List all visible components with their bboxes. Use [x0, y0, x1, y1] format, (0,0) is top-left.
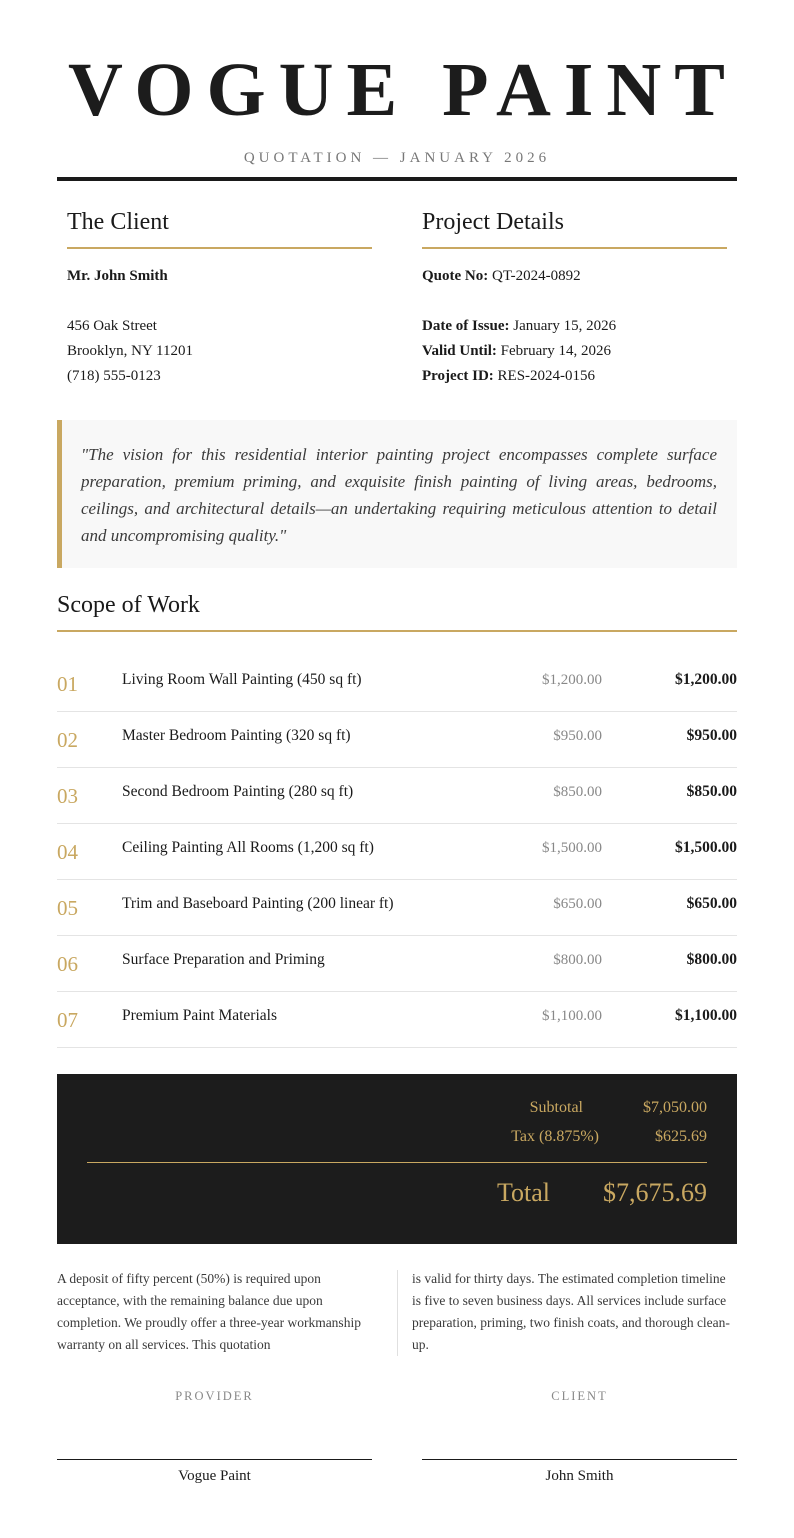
- terms-divider: [397, 1270, 398, 1356]
- client-heading: The Client: [67, 209, 169, 235]
- issue-date-label: Date of Issue:: [422, 318, 510, 334]
- terms-left: A deposit of fifty percent (50%) is required upon acceptance, with the remaining balance due upon completion. We proudly offer a three-year workmanship warranty on all services. This quotation: [57, 1271, 361, 1352]
- client-city: Brooklyn, NY 11201: [67, 343, 193, 359]
- header: [0, 0, 794, 167]
- terms-right: is valid for thirty days. The estimated completion timeline is five to seven business days. All services include surface preparation, priming, two finish coats, and thorough clean-up.: [412, 1271, 730, 1352]
- vision-quote: [57, 420, 737, 568]
- quote-number: [422, 264, 581, 289]
- project-id: [422, 364, 616, 389]
- header-divider: [57, 177, 737, 181]
- client-street: 456 Oak Street: [67, 318, 157, 334]
- scope-title: Scope of Work: [57, 592, 200, 618]
- client-signature-name: John Smith: [545, 1468, 614, 1484]
- issue-date: [422, 314, 616, 339]
- client-signature-label: CLIENT: [551, 1389, 608, 1403]
- subtotal-value: $7,050.00: [643, 1099, 707, 1116]
- line-item: [57, 712, 737, 768]
- line-item: [57, 824, 737, 880]
- line-item-description: Second Bedroom Painting (280 sq ft): [122, 783, 354, 800]
- quote-number-value: QT-2024-0892: [492, 268, 581, 284]
- provider-signature-label: PROVIDER: [175, 1389, 254, 1403]
- line-item-number: 06: [57, 952, 78, 976]
- line-item-amount: $1,200.00: [675, 671, 737, 688]
- project-heading-rule: [422, 247, 727, 249]
- scope-title-rule: [57, 630, 737, 632]
- line-item-number: 07: [57, 1008, 78, 1032]
- line-item: [57, 880, 737, 936]
- provider-signature-name: Vogue Paint: [178, 1468, 251, 1484]
- line-item-description: Living Room Wall Painting (450 sq ft): [122, 671, 362, 688]
- line-item: [57, 768, 737, 824]
- project-id-value: RES-2024-0156: [497, 368, 596, 384]
- line-item-unit-price: $1,500.00: [542, 840, 602, 856]
- line-item: [57, 656, 737, 712]
- totals-panel: [57, 1074, 737, 1244]
- client-name: [67, 264, 168, 289]
- vision-quote-text: "The vision for this residential interior painting project encompasses complete surface preparation, premium priming, and exquisite finish painting of living areas, bedrooms, ceilings, and architectural details—an undertaking requiring meticulous attention to detail and uncompromising quality.": [81, 445, 717, 545]
- provider-signature-line: [57, 1459, 372, 1460]
- line-item-description: Trim and Baseboard Painting (200 linear ft): [122, 895, 394, 912]
- subtotal-label: Subtotal: [529, 1099, 583, 1116]
- client-heading-rule: [67, 247, 372, 249]
- client-signature-line: [422, 1459, 737, 1460]
- line-item-amount: $800.00: [686, 951, 737, 968]
- line-item-unit-price: $1,200.00: [542, 672, 602, 688]
- line-item-unit-price: $950.00: [553, 728, 602, 744]
- project-heading: Project Details: [422, 209, 564, 235]
- totals-divider: [87, 1162, 707, 1163]
- valid-until-value: February 14, 2026: [500, 343, 612, 359]
- valid-until: [422, 339, 616, 364]
- client-phone: (718) 555-0123: [67, 368, 161, 384]
- line-item-number: 02: [57, 728, 78, 752]
- tax-label: Tax (8.875%): [511, 1128, 599, 1145]
- line-item-description: Ceiling Painting All Rooms (1,200 sq ft): [122, 839, 374, 856]
- line-item-amount: $850.00: [686, 783, 737, 800]
- valid-until-label: Valid Until:: [422, 343, 497, 359]
- line-item-description: Premium Paint Materials: [122, 1007, 277, 1024]
- issue-date-value: January 15, 2026: [513, 318, 617, 334]
- total-label: Total: [496, 1178, 550, 1207]
- line-item-number: 03: [57, 784, 78, 808]
- line-item: [57, 936, 737, 992]
- line-item-unit-price: $650.00: [553, 896, 602, 912]
- brand-title: VOGUE PAINT: [68, 48, 738, 132]
- line-item: [57, 992, 737, 1048]
- line-item-number: 04: [57, 840, 78, 864]
- line-item-unit-price: $1,100.00: [542, 1008, 602, 1024]
- line-item-amount: $950.00: [686, 727, 737, 744]
- line-item-amount: $1,500.00: [675, 839, 737, 856]
- project-dates: [422, 314, 616, 389]
- client-name-text: Mr. John Smith: [67, 268, 168, 284]
- line-item-number: 05: [57, 896, 78, 920]
- quote-number-label: Quote No:: [422, 268, 489, 284]
- line-item-number: 01: [57, 672, 78, 696]
- line-item-description: Surface Preparation and Priming: [122, 951, 325, 968]
- line-item-description: Master Bedroom Painting (320 sq ft): [122, 727, 351, 744]
- client-address: [67, 314, 193, 389]
- tax-value: $625.69: [655, 1128, 707, 1145]
- line-item-amount: $650.00: [686, 895, 737, 912]
- line-item-unit-price: $850.00: [553, 784, 602, 800]
- total-value: $7,675.69: [603, 1178, 707, 1207]
- line-item-amount: $1,100.00: [675, 1007, 737, 1024]
- project-id-label: Project ID:: [422, 368, 494, 384]
- scope-items-list: [57, 656, 737, 1048]
- document-subtitle: QUOTATION — JANUARY 2026: [243, 150, 551, 166]
- line-item-unit-price: $800.00: [553, 952, 602, 968]
